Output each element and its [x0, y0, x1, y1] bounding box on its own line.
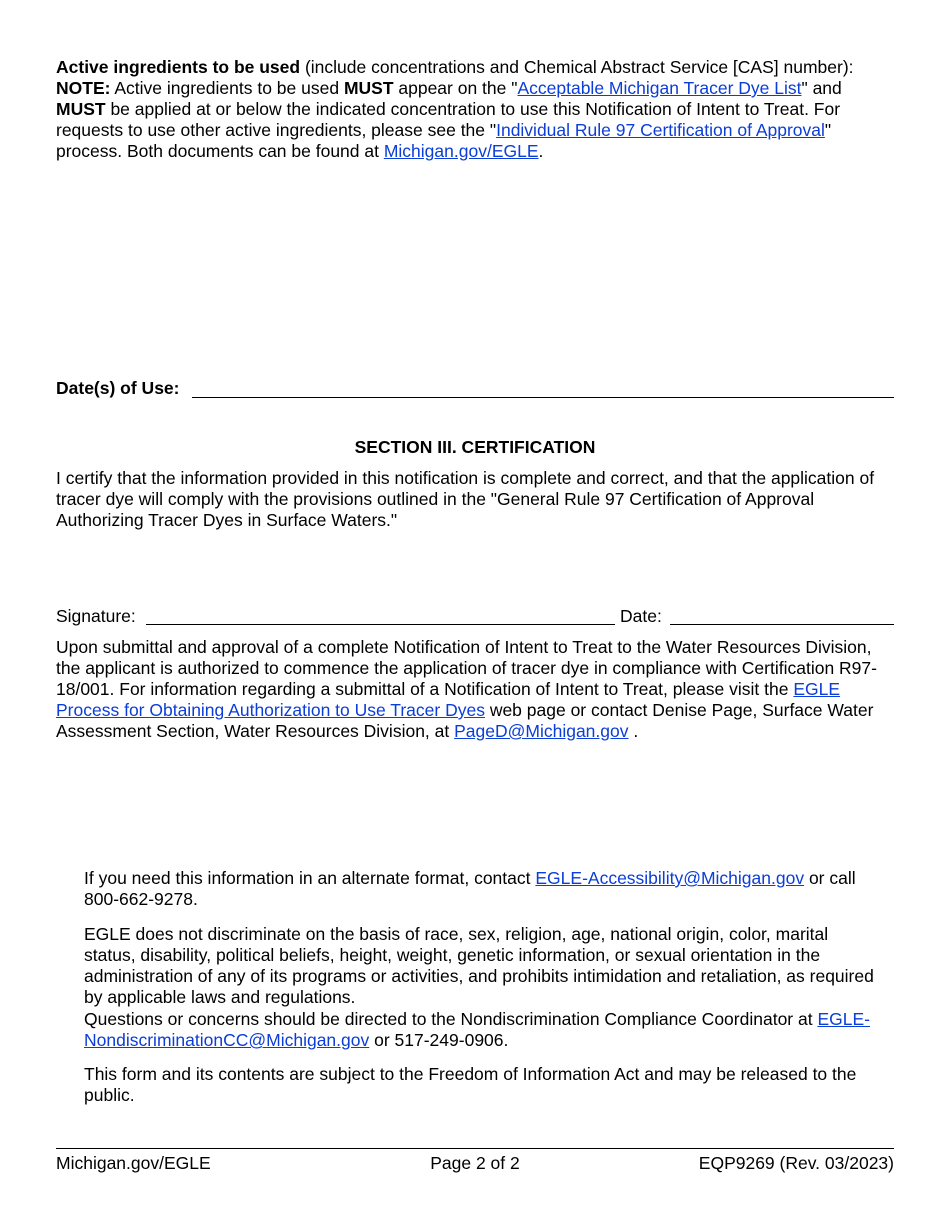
footer-form-number: EQP9269 (Rev. 03/2023) — [698, 1153, 894, 1173]
ingredients-text-7: . — [538, 141, 544, 161]
must-emphasis-2: MUST — [56, 99, 106, 119]
date-line[interactable] — [670, 624, 894, 625]
ingredients-text-1: (include concentrations and Chemical Abstract Service [CAS] number): — [300, 57, 854, 77]
accessibility-email-link[interactable]: EGLE-Accessibility@Michigan.gov — [535, 868, 805, 888]
alt-format-text-1: If you need this information in an alternate format, contact — [84, 868, 536, 888]
michigan-gov-egle-link[interactable]: Michigan.gov/EGLE — [383, 141, 539, 161]
must-emphasis-1: MUST — [343, 78, 394, 98]
ingredients-text-4: " and — [801, 78, 842, 98]
nondiscrimination-paragraph: EGLE does not discriminate on the basis of race, sex, religion, age, national origin, color, marital status, disability, political beliefs, height, weight, genetic information, or sexual orientation in the administration of any of its programs or activities, and prohibits intimidation and retaliation, as required by applicable laws and regulations. — [84, 924, 874, 1007]
paged-email-link[interactable]: PageD@Michigan.gov — [454, 721, 629, 741]
signature-line[interactable] — [146, 624, 615, 625]
dates-of-use-label: Date(s) of Use: — [56, 378, 180, 398]
nondiscrimination-contact — [84, 1009, 884, 1051]
signature-label: Signature: — [56, 606, 136, 626]
dates-of-use-line[interactable] — [192, 397, 894, 398]
certification-text: I certify that the information provided in this notification is complete and correct, and that the application of tracer dye will comply with the provisions outlined in the "General Rule 97 Certification of Approval Authorizing Tracer Dyes in Surface Waters." — [56, 468, 875, 530]
alternate-format-paragraph — [84, 868, 884, 910]
date-label: Date: — [620, 606, 662, 626]
tracer-dye-process-link[interactable]: EGLE Process for Obtaining Authorization to Use Tracer Dyes — [56, 679, 841, 720]
ingredients-text-2: Active ingredients to be used — [110, 78, 344, 98]
upon-text-2: web page or contact Denise Page, Surface Water Assessment Section, Water Resources Division, at — [56, 700, 874, 741]
dye-list-link[interactable]: Acceptable Michigan Tracer Dye List — [517, 78, 802, 98]
foia-notice: This form and its contents are subject to the Freedom of Information Act and may be released to the public. — [84, 1064, 857, 1105]
individual-rule-97-link[interactable]: Individual Rule 97 Certification of Approval — [496, 120, 825, 140]
section-title: SECTION III. CERTIFICATION — [354, 437, 596, 457]
upon-submittal-paragraph — [56, 637, 888, 742]
footer-website: Michigan.gov/EGLE — [56, 1153, 211, 1173]
ingredients-text-3: appear on the " — [393, 78, 518, 98]
ingredients-text-5: be applied at or below the indicated concentration to use this Notification of Intent to Treat. For requests to use other active ingredients, please see the " — [56, 99, 841, 140]
footer-divider — [56, 1148, 894, 1149]
active-ingredients-paragraph — [56, 57, 886, 162]
nondiscrimination-email-link[interactable]: EGLE-NondiscriminationCC@Michigan.gov — [84, 1009, 870, 1050]
note-label: NOTE: — [56, 78, 111, 98]
alt-format-text-2: or call 800-662-9278. — [84, 868, 856, 909]
ingredients-text-6: " process. Both documents can be found at — [56, 120, 832, 161]
nondisc-text-3: or 517-249-0906. — [369, 1030, 509, 1050]
active-ingredients-label: Active ingredients to be used — [56, 57, 301, 77]
upon-text-1: Upon submittal and approval of a complete Notification of Intent to Treat to the Water Resources Division, the applicant is authorized to commence the application of tracer dye in compliance with Certification R97-18/001. For information regarding a submittal of a Notification of Intent to Treat, please visit the — [56, 637, 877, 699]
nondisc-text-2: Questions or concerns should be directed to the Nondiscrimination Compliance Coordinator at — [84, 1009, 818, 1029]
footer-page-number: Page 2 of 2 — [430, 1153, 520, 1173]
upon-text-3: . — [628, 721, 639, 741]
